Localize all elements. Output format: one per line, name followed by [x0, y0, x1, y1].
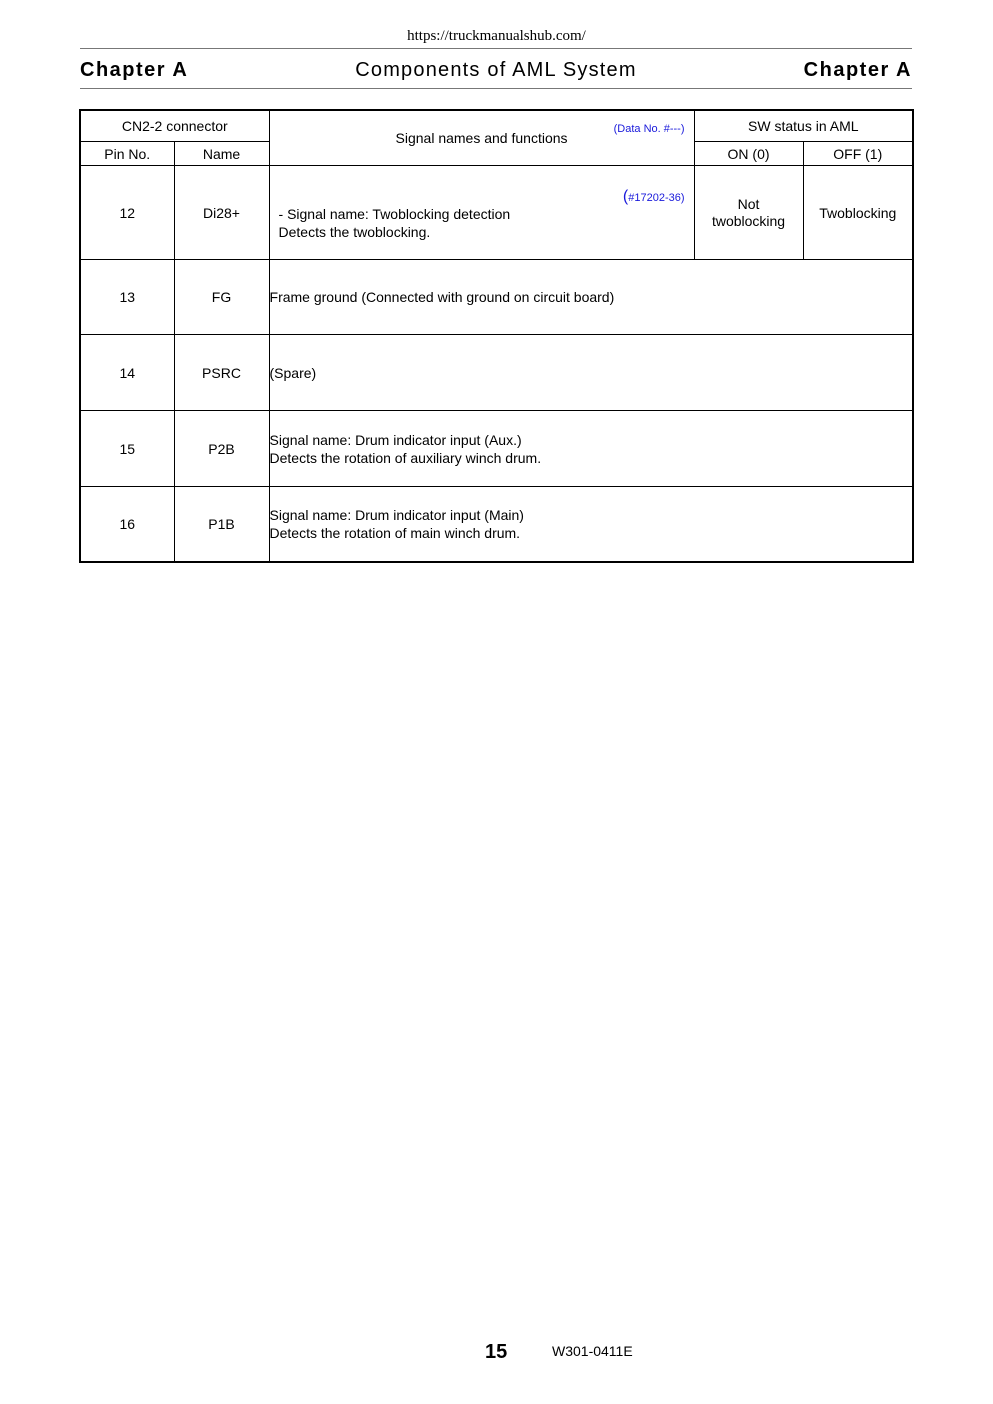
- chapter-label-left: Chapter A: [80, 59, 189, 81]
- on-status-cell: [694, 166, 803, 260]
- table-row: [80, 166, 913, 260]
- signal-text: [279, 205, 511, 241]
- name-header: Name: [174, 142, 269, 166]
- sw-status-header: SW status in AML: [694, 110, 913, 142]
- page-header: [80, 59, 912, 85]
- signal-line-2: Detects the rotation of auxiliary winch drum.: [269, 449, 542, 466]
- signal-cell: (Spare): [269, 335, 913, 411]
- signal-cell: [269, 166, 694, 260]
- signal-line-2: Detects the twoblocking.: [278, 224, 431, 240]
- header-rule-top: [80, 48, 912, 49]
- name-cell: P1B: [174, 487, 269, 562]
- signal-line-2: Detects the rotation of main winch drum.: [269, 524, 521, 541]
- source-url[interactable]: https://truckmanualshub.com/: [407, 28, 586, 44]
- name-cell: FG: [174, 260, 269, 335]
- data-ref-header: (Data No. #---): [613, 123, 685, 135]
- on-status-line-1: Not: [737, 195, 760, 212]
- table-row: [80, 260, 913, 335]
- pin-cell: 14: [80, 335, 174, 411]
- pin-cell: 13: [80, 260, 174, 335]
- table-row: [80, 411, 913, 487]
- pin-cell: 12: [80, 166, 174, 260]
- signal-header-cell: [269, 110, 694, 166]
- signal-line-1: Signal name: Drum indicator input (Main): [269, 506, 524, 523]
- page-title: Components of AML System: [355, 59, 637, 81]
- signal-header: Signal names and functions: [395, 130, 568, 146]
- page-number: 15: [485, 1341, 508, 1363]
- chapter-label-right: Chapter A: [803, 59, 912, 81]
- table-header-row-1: [80, 110, 913, 142]
- data-ref-paren: (: [622, 188, 629, 205]
- on-header: ON (0): [694, 142, 803, 166]
- data-ref-number: #17202-36): [628, 192, 685, 204]
- name-cell: P2B: [174, 411, 269, 487]
- table-row: [80, 335, 913, 411]
- header-rule-bottom: [80, 88, 912, 89]
- on-status-line-2: twoblocking: [711, 212, 786, 229]
- signal-cell: [269, 411, 913, 487]
- document-code: W301-0411E: [552, 1343, 633, 1359]
- pin-header: Pin No.: [80, 142, 174, 166]
- off-header: OFF (1): [803, 142, 913, 166]
- connector-header: CN2-2 connector: [80, 110, 269, 142]
- name-cell: PSRC: [174, 335, 269, 411]
- signal-cell: [269, 487, 913, 562]
- signal-line-1: - Signal name: Twoblocking detection: [278, 206, 511, 222]
- name-cell: Di28+: [174, 166, 269, 260]
- signal-cell: Frame ground (Connected with ground on circuit board): [269, 260, 913, 335]
- table-row: [80, 487, 913, 562]
- pin-cell: 15: [80, 411, 174, 487]
- pin-cell: 16: [80, 487, 174, 562]
- signal-table: [79, 109, 914, 563]
- off-status-cell: Twoblocking: [803, 166, 913, 260]
- signal-line-1: Signal name: Drum indicator input (Aux.): [269, 431, 522, 448]
- data-ref: [623, 188, 685, 206]
